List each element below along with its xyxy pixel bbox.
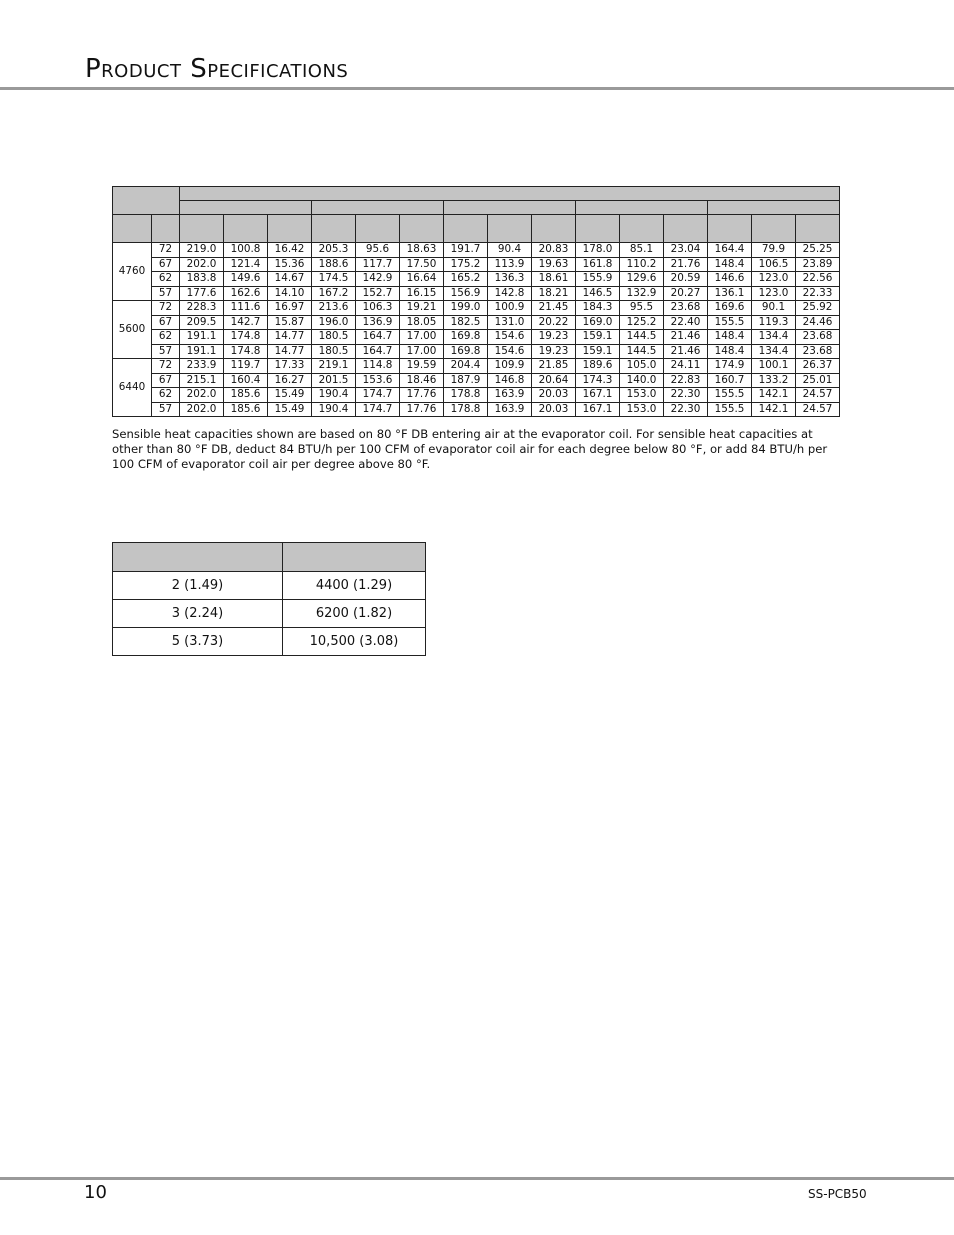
capacity-value-cell: 160.4 bbox=[224, 373, 268, 388]
capacity-row bbox=[113, 330, 840, 345]
capacity-value-cell: 20.83 bbox=[532, 243, 576, 258]
capacity-value-cell: 109.9 bbox=[488, 359, 532, 374]
motor-table-cell: 10,500 (3.08) bbox=[283, 628, 426, 656]
capacity-value-cell: 204.4 bbox=[444, 359, 488, 374]
capacity-value-cell: 26.37 bbox=[796, 359, 840, 374]
capacity-value-cell: 14.10 bbox=[268, 286, 312, 301]
capacity-value-cell: 202.0 bbox=[180, 257, 224, 272]
capacity-value-cell: 174.5 bbox=[312, 272, 356, 287]
capacity-value-cell: 24.46 bbox=[796, 315, 840, 330]
capacity-value-cell: 153.0 bbox=[620, 402, 664, 417]
capacity-value-cell: 15.36 bbox=[268, 257, 312, 272]
capacity-row bbox=[113, 301, 840, 316]
airflow-cfm-cell: 4760 bbox=[113, 243, 152, 301]
capacity-value-cell: 167.2 bbox=[312, 286, 356, 301]
capacity-value-cell: 187.9 bbox=[444, 373, 488, 388]
capacity-value-cell: 178.0 bbox=[576, 243, 620, 258]
motor-table-header-cell bbox=[113, 543, 283, 572]
capacity-value-cell: 110.2 bbox=[620, 257, 664, 272]
capacity-value-cell: 18.63 bbox=[400, 243, 444, 258]
capacity-value-cell: 205.3 bbox=[312, 243, 356, 258]
page-title: Product Specifications bbox=[85, 54, 349, 84]
capacity-value-cell: 155.5 bbox=[708, 402, 752, 417]
capacity-value-cell: 21.76 bbox=[664, 257, 708, 272]
column-header-cell bbox=[444, 215, 488, 243]
capacity-value-cell: 167.1 bbox=[576, 402, 620, 417]
capacity-value-cell: 149.6 bbox=[224, 272, 268, 287]
wet-bulb-cell: 62 bbox=[152, 272, 180, 287]
capacity-value-cell: 174.8 bbox=[224, 330, 268, 345]
capacity-value-cell: 209.5 bbox=[180, 315, 224, 330]
capacity-value-cell: 106.3 bbox=[356, 301, 400, 316]
column-header-cell bbox=[113, 215, 152, 243]
capacity-value-cell: 185.6 bbox=[224, 388, 268, 403]
capacity-value-cell: 19.63 bbox=[532, 257, 576, 272]
temp-group-header-cell bbox=[312, 201, 444, 215]
wet-bulb-cell: 57 bbox=[152, 286, 180, 301]
capacity-value-cell: 16.42 bbox=[268, 243, 312, 258]
capacity-row bbox=[113, 243, 840, 258]
column-header-cell bbox=[664, 215, 708, 243]
capacity-table bbox=[112, 186, 840, 417]
capacity-value-cell: 22.83 bbox=[664, 373, 708, 388]
capacity-value-cell: 22.33 bbox=[796, 286, 840, 301]
capacity-value-cell: 155.9 bbox=[576, 272, 620, 287]
capacity-value-cell: 25.01 bbox=[796, 373, 840, 388]
capacity-row bbox=[113, 359, 840, 374]
capacity-value-cell: 20.64 bbox=[532, 373, 576, 388]
capacity-value-cell: 16.64 bbox=[400, 272, 444, 287]
capacity-value-cell: 21.46 bbox=[664, 344, 708, 359]
column-header-cell bbox=[312, 215, 356, 243]
capacity-value-cell: 228.3 bbox=[180, 301, 224, 316]
capacity-value-cell: 14.77 bbox=[268, 344, 312, 359]
capacity-value-cell: 153.6 bbox=[356, 373, 400, 388]
motor-table bbox=[112, 542, 426, 656]
capacity-value-cell: 219.1 bbox=[312, 359, 356, 374]
airflow-cfm-cell: 5600 bbox=[113, 301, 152, 359]
column-header-cell bbox=[356, 215, 400, 243]
capacity-value-cell: 153.0 bbox=[620, 388, 664, 403]
capacity-value-cell: 188.6 bbox=[312, 257, 356, 272]
capacity-value-cell: 16.27 bbox=[268, 373, 312, 388]
motor-table-header-cell bbox=[283, 543, 426, 572]
capacity-value-cell: 174.7 bbox=[356, 388, 400, 403]
capacity-value-cell: 148.4 bbox=[708, 330, 752, 345]
capacity-value-cell: 129.6 bbox=[620, 272, 664, 287]
capacity-value-cell: 142.8 bbox=[488, 286, 532, 301]
capacity-value-cell: 17.50 bbox=[400, 257, 444, 272]
capacity-row bbox=[113, 257, 840, 272]
capacity-value-cell: 190.4 bbox=[312, 402, 356, 417]
capacity-value-cell: 148.4 bbox=[708, 344, 752, 359]
capacity-value-cell: 15.87 bbox=[268, 315, 312, 330]
capacity-value-cell: 85.1 bbox=[620, 243, 664, 258]
wet-bulb-cell: 57 bbox=[152, 402, 180, 417]
capacity-value-cell: 191.1 bbox=[180, 344, 224, 359]
capacity-value-cell: 123.0 bbox=[752, 286, 796, 301]
wet-bulb-cell: 67 bbox=[152, 315, 180, 330]
capacity-value-cell: 136.3 bbox=[488, 272, 532, 287]
wet-bulb-cell: 72 bbox=[152, 359, 180, 374]
capacity-value-cell: 90.4 bbox=[488, 243, 532, 258]
wet-bulb-cell: 62 bbox=[152, 330, 180, 345]
wet-bulb-cell: 72 bbox=[152, 301, 180, 316]
capacity-value-cell: 17.33 bbox=[268, 359, 312, 374]
column-header-cell bbox=[708, 215, 752, 243]
capacity-value-cell: 113.9 bbox=[488, 257, 532, 272]
capacity-value-cell: 136.1 bbox=[708, 286, 752, 301]
capacity-value-cell: 202.0 bbox=[180, 402, 224, 417]
capacity-value-cell: 121.4 bbox=[224, 257, 268, 272]
capacity-value-cell: 163.9 bbox=[488, 388, 532, 403]
capacity-value-cell: 185.6 bbox=[224, 402, 268, 417]
capacity-value-cell: 131.0 bbox=[488, 315, 532, 330]
capacity-header-row bbox=[113, 187, 840, 201]
capacity-value-cell: 140.0 bbox=[620, 373, 664, 388]
capacity-value-cell: 21.85 bbox=[532, 359, 576, 374]
capacity-row bbox=[113, 272, 840, 287]
capacity-value-cell: 160.7 bbox=[708, 373, 752, 388]
motor-table-cell: 3 (2.24) bbox=[113, 600, 283, 628]
capacity-value-cell: 175.2 bbox=[444, 257, 488, 272]
capacity-value-cell: 24.57 bbox=[796, 402, 840, 417]
capacity-value-cell: 183.8 bbox=[180, 272, 224, 287]
capacity-value-cell: 136.9 bbox=[356, 315, 400, 330]
capacity-value-cell: 23.89 bbox=[796, 257, 840, 272]
capacity-value-cell: 90.1 bbox=[752, 301, 796, 316]
temp-group-header-cell bbox=[444, 201, 576, 215]
capacity-value-cell: 100.8 bbox=[224, 243, 268, 258]
capacity-value-cell: 233.9 bbox=[180, 359, 224, 374]
capacity-value-cell: 17.76 bbox=[400, 388, 444, 403]
capacity-value-cell: 134.4 bbox=[752, 330, 796, 345]
wet-bulb-cell: 57 bbox=[152, 344, 180, 359]
capacity-value-cell: 25.92 bbox=[796, 301, 840, 316]
capacity-value-cell: 142.1 bbox=[752, 402, 796, 417]
capacity-value-cell: 18.61 bbox=[532, 272, 576, 287]
capacity-value-cell: 20.22 bbox=[532, 315, 576, 330]
capacity-value-cell: 20.03 bbox=[532, 402, 576, 417]
capacity-value-cell: 174.9 bbox=[708, 359, 752, 374]
capacity-value-cell: 165.2 bbox=[444, 272, 488, 287]
capacity-value-cell: 174.3 bbox=[576, 373, 620, 388]
column-header-cell bbox=[180, 215, 224, 243]
capacity-value-cell: 190.4 bbox=[312, 388, 356, 403]
capacity-value-cell: 184.3 bbox=[576, 301, 620, 316]
capacity-value-cell: 119.3 bbox=[752, 315, 796, 330]
capacity-value-cell: 169.8 bbox=[444, 344, 488, 359]
capacity-value-cell: 155.5 bbox=[708, 388, 752, 403]
capacity-value-cell: 191.7 bbox=[444, 243, 488, 258]
column-header-cell bbox=[532, 215, 576, 243]
capacity-value-cell: 148.4 bbox=[708, 257, 752, 272]
temp-group-header-cell bbox=[708, 201, 840, 215]
capacity-value-cell: 14.77 bbox=[268, 330, 312, 345]
capacity-value-cell: 189.6 bbox=[576, 359, 620, 374]
temp-group-header-cell bbox=[180, 201, 312, 215]
capacity-value-cell: 167.1 bbox=[576, 388, 620, 403]
capacity-value-cell: 146.5 bbox=[576, 286, 620, 301]
capacity-value-cell: 134.4 bbox=[752, 344, 796, 359]
sensible-heat-note: Sensible heat capacities shown are based on 80 °F DB entering air at the evaporator coil. For sensible heat capacities at other than 80 °F DB, deduct 84 BTU/h per 100 CFM of evaporator coil air for each degree below 80 °F, or add 84 BTU/h per 100 CFM of evaporator coil air per degree above 80 °F. bbox=[112, 427, 828, 471]
capacity-value-cell: 111.6 bbox=[224, 301, 268, 316]
capacity-value-cell: 16.15 bbox=[400, 286, 444, 301]
capacity-value-cell: 21.45 bbox=[532, 301, 576, 316]
capacity-value-cell: 201.5 bbox=[312, 373, 356, 388]
capacity-row bbox=[113, 315, 840, 330]
capacity-row bbox=[113, 388, 840, 403]
outdoor-temp-header-cell bbox=[180, 187, 840, 201]
capacity-value-cell: 144.5 bbox=[620, 330, 664, 345]
motor-table-cell: 6200 (1.82) bbox=[283, 600, 426, 628]
capacity-value-cell: 15.49 bbox=[268, 402, 312, 417]
wet-bulb-cell: 62 bbox=[152, 388, 180, 403]
wet-bulb-cell: 72 bbox=[152, 243, 180, 258]
airflow-cfm-cell: 6440 bbox=[113, 359, 152, 417]
motor-table-row bbox=[113, 600, 426, 628]
capacity-value-cell: 155.5 bbox=[708, 315, 752, 330]
capacity-value-cell: 18.46 bbox=[400, 373, 444, 388]
capacity-value-cell: 161.8 bbox=[576, 257, 620, 272]
wet-bulb-cell: 67 bbox=[152, 257, 180, 272]
capacity-value-cell: 16.97 bbox=[268, 301, 312, 316]
capacity-value-cell: 159.1 bbox=[576, 330, 620, 345]
column-header-cell bbox=[224, 215, 268, 243]
capacity-value-cell: 95.5 bbox=[620, 301, 664, 316]
capacity-value-cell: 142.9 bbox=[356, 272, 400, 287]
capacity-value-cell: 162.6 bbox=[224, 286, 268, 301]
capacity-value-cell: 106.5 bbox=[752, 257, 796, 272]
capacity-value-cell: 105.0 bbox=[620, 359, 664, 374]
capacity-value-cell: 178.8 bbox=[444, 388, 488, 403]
column-header-cell bbox=[400, 215, 444, 243]
capacity-value-cell: 123.0 bbox=[752, 272, 796, 287]
capacity-value-cell: 14.67 bbox=[268, 272, 312, 287]
document-id: SS-PCB50 bbox=[808, 1187, 867, 1201]
capacity-value-cell: 132.9 bbox=[620, 286, 664, 301]
capacity-value-cell: 174.8 bbox=[224, 344, 268, 359]
capacity-value-cell: 114.8 bbox=[356, 359, 400, 374]
capacity-value-cell: 159.1 bbox=[576, 344, 620, 359]
capacity-row bbox=[113, 344, 840, 359]
capacity-value-cell: 22.40 bbox=[664, 315, 708, 330]
column-header-cell bbox=[488, 215, 532, 243]
capacity-value-cell: 174.7 bbox=[356, 402, 400, 417]
capacity-value-cell: 177.6 bbox=[180, 286, 224, 301]
capacity-value-cell: 213.6 bbox=[312, 301, 356, 316]
capacity-value-cell: 164.4 bbox=[708, 243, 752, 258]
motor-table-row bbox=[113, 628, 426, 656]
motor-table-header-row bbox=[113, 543, 426, 572]
footer-rule bbox=[0, 1177, 954, 1180]
header-rule bbox=[0, 87, 954, 90]
capacity-value-cell: 24.57 bbox=[796, 388, 840, 403]
capacity-value-cell: 156.9 bbox=[444, 286, 488, 301]
capacity-value-cell: 100.1 bbox=[752, 359, 796, 374]
capacity-value-cell: 133.2 bbox=[752, 373, 796, 388]
capacity-value-cell: 196.0 bbox=[312, 315, 356, 330]
page-number: 10 bbox=[84, 1182, 107, 1203]
capacity-value-cell: 19.23 bbox=[532, 344, 576, 359]
capacity-value-cell: 163.9 bbox=[488, 402, 532, 417]
capacity-value-cell: 119.7 bbox=[224, 359, 268, 374]
capacity-value-cell: 164.7 bbox=[356, 344, 400, 359]
capacity-value-cell: 152.7 bbox=[356, 286, 400, 301]
capacity-value-cell: 22.30 bbox=[664, 402, 708, 417]
capacity-value-cell: 169.8 bbox=[444, 330, 488, 345]
capacity-row bbox=[113, 373, 840, 388]
capacity-value-cell: 180.5 bbox=[312, 330, 356, 345]
capacity-value-cell: 182.5 bbox=[444, 315, 488, 330]
temp-group-header-cell bbox=[576, 201, 708, 215]
capacity-value-cell: 164.7 bbox=[356, 330, 400, 345]
capacity-value-cell: 169.6 bbox=[708, 301, 752, 316]
capacity-value-cell: 20.27 bbox=[664, 286, 708, 301]
capacity-value-cell: 191.1 bbox=[180, 330, 224, 345]
capacity-value-cell: 117.7 bbox=[356, 257, 400, 272]
capacity-value-cell: 154.6 bbox=[488, 330, 532, 345]
capacity-value-cell: 146.8 bbox=[488, 373, 532, 388]
capacity-value-cell: 169.0 bbox=[576, 315, 620, 330]
column-header-cell bbox=[752, 215, 796, 243]
capacity-value-cell: 17.00 bbox=[400, 330, 444, 345]
corner-header-cell bbox=[113, 187, 180, 215]
capacity-header-row bbox=[113, 215, 840, 243]
capacity-value-cell: 142.1 bbox=[752, 388, 796, 403]
capacity-value-cell: 18.21 bbox=[532, 286, 576, 301]
capacity-value-cell: 22.30 bbox=[664, 388, 708, 403]
wet-bulb-cell: 67 bbox=[152, 373, 180, 388]
capacity-value-cell: 199.0 bbox=[444, 301, 488, 316]
capacity-value-cell: 202.0 bbox=[180, 388, 224, 403]
capacity-value-cell: 79.9 bbox=[752, 243, 796, 258]
capacity-value-cell: 18.05 bbox=[400, 315, 444, 330]
column-header-cell bbox=[152, 215, 180, 243]
capacity-value-cell: 180.5 bbox=[312, 344, 356, 359]
capacity-value-cell: 154.6 bbox=[488, 344, 532, 359]
capacity-value-cell: 142.7 bbox=[224, 315, 268, 330]
motor-table-cell: 5 (3.73) bbox=[113, 628, 283, 656]
capacity-value-cell: 144.5 bbox=[620, 344, 664, 359]
motor-table-cell: 2 (1.49) bbox=[113, 572, 283, 600]
capacity-header-row bbox=[113, 201, 840, 215]
capacity-value-cell: 219.0 bbox=[180, 243, 224, 258]
capacity-row bbox=[113, 402, 840, 417]
column-header-cell bbox=[576, 215, 620, 243]
capacity-value-cell: 215.1 bbox=[180, 373, 224, 388]
capacity-value-cell: 95.6 bbox=[356, 243, 400, 258]
motor-table-cell: 4400 (1.29) bbox=[283, 572, 426, 600]
capacity-value-cell: 21.46 bbox=[664, 330, 708, 345]
capacity-value-cell: 23.68 bbox=[664, 301, 708, 316]
capacity-row bbox=[113, 286, 840, 301]
capacity-value-cell: 23.68 bbox=[796, 344, 840, 359]
capacity-value-cell: 19.59 bbox=[400, 359, 444, 374]
motor-table-row bbox=[113, 572, 426, 600]
capacity-value-cell: 146.6 bbox=[708, 272, 752, 287]
capacity-value-cell: 19.23 bbox=[532, 330, 576, 345]
column-header-cell bbox=[268, 215, 312, 243]
capacity-value-cell: 25.25 bbox=[796, 243, 840, 258]
capacity-value-cell: 178.8 bbox=[444, 402, 488, 417]
capacity-value-cell: 19.21 bbox=[400, 301, 444, 316]
capacity-value-cell: 24.11 bbox=[664, 359, 708, 374]
capacity-value-cell: 15.49 bbox=[268, 388, 312, 403]
capacity-value-cell: 22.56 bbox=[796, 272, 840, 287]
capacity-value-cell: 20.03 bbox=[532, 388, 576, 403]
capacity-value-cell: 17.00 bbox=[400, 344, 444, 359]
column-header-cell bbox=[620, 215, 664, 243]
capacity-value-cell: 100.9 bbox=[488, 301, 532, 316]
capacity-value-cell: 17.76 bbox=[400, 402, 444, 417]
capacity-value-cell: 23.04 bbox=[664, 243, 708, 258]
capacity-value-cell: 23.68 bbox=[796, 330, 840, 345]
capacity-value-cell: 20.59 bbox=[664, 272, 708, 287]
capacity-value-cell: 125.2 bbox=[620, 315, 664, 330]
column-header-cell bbox=[796, 215, 840, 243]
